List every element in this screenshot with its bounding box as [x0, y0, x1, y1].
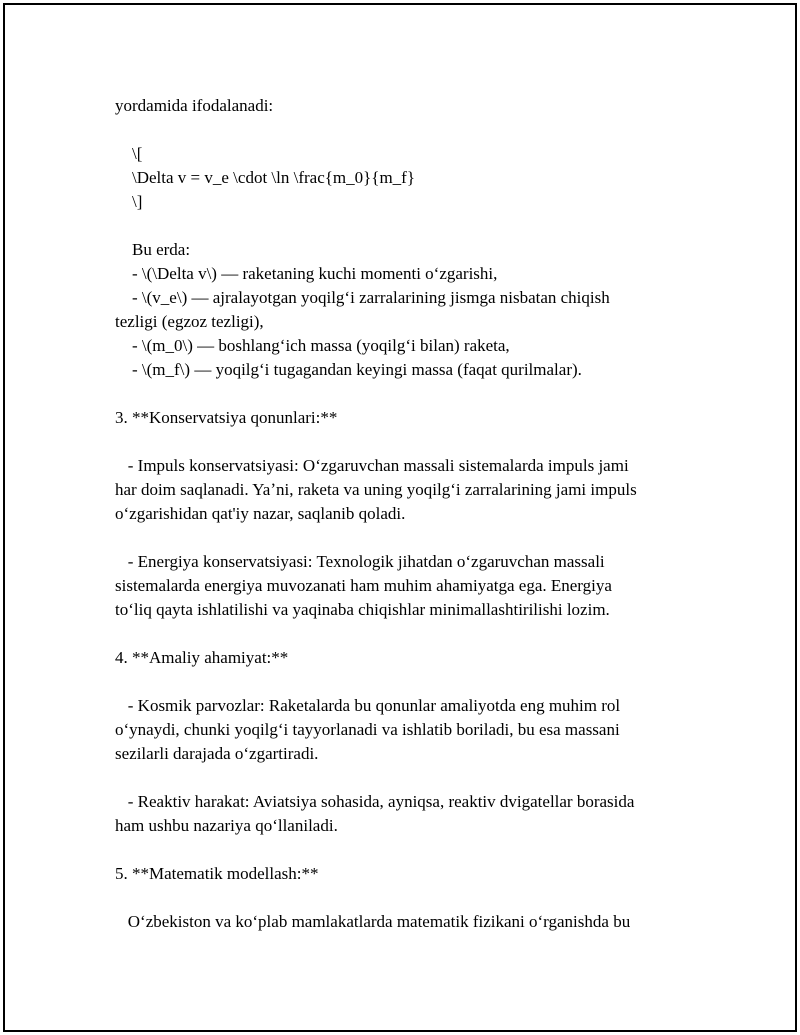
text-line: - Impuls konservatsiyasi: Oʻzgaruvchan massali sistemalarda impuls jami — [115, 456, 629, 475]
text-line: yordamida ifodalanadi: — [115, 96, 274, 115]
blank-line — [115, 430, 695, 454]
blank-line — [115, 526, 695, 550]
text-line: Bu erda: — [115, 240, 191, 259]
blank-line — [115, 670, 695, 694]
text-line: oʻynaydi, chunki yoqilgʻi tayyorlanadi va ishlatib boriladi, bu esa massani — [115, 720, 620, 739]
text-line: 4. **Amaliy ahamiyat:** — [115, 648, 289, 667]
blank-line — [115, 838, 695, 862]
blank-line — [115, 886, 695, 910]
text-line: 5. **Matematik modellash:** — [115, 864, 319, 883]
text-line: \[ — [115, 144, 143, 163]
text-line: sezilarli darajada oʻzgartiradi. — [115, 744, 319, 763]
text-line: har doim saqlanadi. Yaʼni, raketa va uning yoqilgʻi zarralarining jami impuls — [115, 480, 637, 499]
text-line: - Reaktiv harakat: Aviatsiya sohasida, ayniqsa, reaktiv dvigatellar borasida — [115, 792, 635, 811]
text-line: sistemalarda energiya muvozanati ham muhim ahamiyatga ega. Energiya — [115, 576, 612, 595]
blank-line — [115, 214, 695, 238]
text-line: ham ushbu nazariya qoʻllaniladi. — [115, 816, 338, 835]
text-line: - \(v_e\) — ajralayotgan yoqilgʻi zarralarining jismga nisbatan chiqish — [115, 288, 610, 307]
blank-line — [115, 382, 695, 406]
text-line: oʻzgarishidan qat'iy nazar, saqlanib qoladi. — [115, 504, 406, 523]
text-line: 3. **Konservatsiya qonunlari:** — [115, 408, 338, 427]
text-line: - \(\Delta v\) — raketaning kuchi momenti oʻzgarishi, — [115, 264, 498, 283]
text-line: \] — [115, 192, 143, 211]
document-body — [115, 94, 695, 934]
text-line: tezligi (egzoz tezligi), — [115, 312, 264, 331]
text-line: Oʻzbekiston va koʻplab mamlakatlarda matematik fizikani oʻrganishda bu — [115, 912, 631, 931]
blank-line — [115, 118, 695, 142]
text-line: - \(m_0\) — boshlangʻich massa (yoqilgʻi bilan) raketa, — [115, 336, 510, 355]
text-line: - \(m_f\) — yoqilgʻi tugagandan keyingi massa (faqat qurilmalar). — [115, 360, 582, 379]
text-line: - Kosmik parvozlar: Raketalarda bu qonunlar amaliyotda eng muhim rol — [115, 696, 621, 715]
blank-line — [115, 766, 695, 790]
blank-line — [115, 622, 695, 646]
text-line: \Delta v = v_e \cdot \ln \frac{m_0}{m_f} — [115, 168, 415, 187]
text-line: - Energiya konservatsiyasi: Texnologik jihatdan oʻzgaruvchan massali — [115, 552, 605, 571]
text-line: toʻliq qayta ishlatilishi va yaqinaba chiqishlar minimallashtirilishi lozim. — [115, 600, 610, 619]
